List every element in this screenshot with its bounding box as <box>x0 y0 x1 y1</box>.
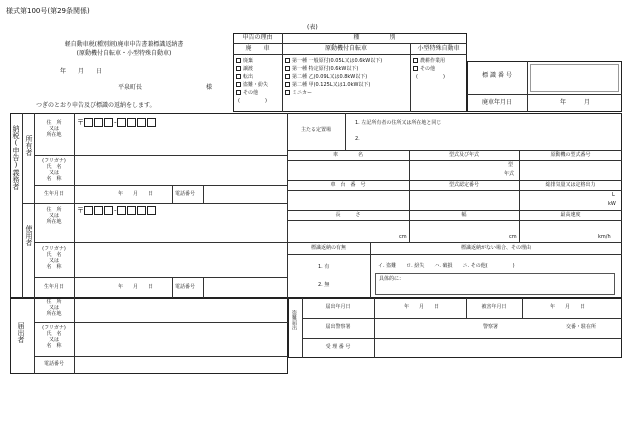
length-label: 長 さ <box>335 212 361 218</box>
reason-checkbox-theft[interactable]: 盗難・紛失 <box>236 82 268 88</box>
return-detail-label: 具体的に： <box>379 276 405 282</box>
category-header: 種 別 <box>353 34 396 41</box>
police-label: 届出警察署 <box>325 324 351 330</box>
damage-date-value: 年 月 日 <box>550 304 586 310</box>
submission-date: 年 月 日 <box>60 68 103 75</box>
vehicle-model-label: 型式及び年式 <box>448 152 479 158</box>
engine-model-label: 原動機の型式番号 <box>550 152 591 158</box>
damage-date-label: 被害年月日 <box>481 304 507 310</box>
moped-checkbox-1[interactable]: 第一種 一般原付(0.05L又は0.6kW以下) <box>285 58 382 64</box>
form-title: 軽自動車税(種別割)廃車申告書兼標識返納書 <box>64 41 184 48</box>
addressee: 平泉町長 <box>118 84 143 91</box>
kw-unit: kW <box>608 201 616 207</box>
return-reasons[interactable]: イ. 盗難 ロ. 紛失 ハ. 破損 ニ. その他( ) <box>378 263 515 269</box>
storage-label: 主たる定置場 <box>300 127 331 133</box>
owner-name-label: (フリガナ) 氏 名 又は 名 称 <box>42 158 66 182</box>
return-no[interactable]: 2. 無 <box>318 282 330 288</box>
filed-date-value: 年 月 日 <box>404 304 440 310</box>
form-number: 様式第100号(第29条関係) <box>6 7 90 15</box>
scrap-date-label: 廃車年月日 <box>481 99 512 106</box>
taxpayer-section-label: 納税(申告)義務者 <box>12 125 20 190</box>
plate-number-field[interactable] <box>530 64 619 92</box>
reason-subheader: 廃 車 <box>245 45 270 52</box>
model-sub: 型 <box>508 162 514 168</box>
speed-unit: km/h <box>598 234 611 240</box>
moped-header: 原動機付自転車 <box>324 45 367 52</box>
width-label: 幅 <box>461 212 467 218</box>
chassis-label: 車 台 番 号 <box>330 182 366 188</box>
l-unit: L <box>612 192 615 198</box>
year-sub: 年式 <box>504 171 515 177</box>
receipt-number-label: 受 理 番 号 <box>325 344 351 350</box>
return-detail-box[interactable] <box>375 273 615 295</box>
table-side-label: (表) <box>307 24 318 31</box>
moped-checkbox-2[interactable]: 第一種 特定原付(0.6kW以下) <box>285 66 358 72</box>
return-presence-label: 標識返納の有無 <box>310 245 346 251</box>
user-birth-value: 年 月 日 <box>118 284 154 290</box>
owner-address-label: 住 所 又は 所在地 <box>46 120 62 138</box>
reason-header: 申告の理由 <box>242 34 273 41</box>
reason-checkbox-transfer[interactable]: 譲渡 <box>236 66 253 72</box>
user-birth-label: 生年月日 <box>43 284 64 290</box>
special-checkbox-farm[interactable]: 農耕作業用 <box>413 58 445 64</box>
return-yes[interactable]: 1. 有 <box>318 264 330 270</box>
owner-label: 所有者 <box>25 135 33 156</box>
user-phone-label: 電話番号 <box>175 284 196 290</box>
moped-checkbox-3[interactable]: 第二種 乙(0.09L又は0.8kW以下) <box>285 74 367 80</box>
user-postal[interactable]: 〒 - <box>77 206 157 215</box>
form-subtitle: (原動機付自転車・小型特殊自動車) <box>76 50 172 57</box>
length-unit: cm <box>399 234 407 240</box>
reason-checkbox-other[interactable]: その他 <box>236 90 258 96</box>
return-absent-label: 標識返納がない場合、その理由 <box>460 245 531 251</box>
scrap-date-value: 年 月 <box>560 99 591 106</box>
reason-checkbox-move[interactable]: 転出 <box>236 74 253 80</box>
honorific: 様 <box>206 84 213 91</box>
speed-label: 最高速度 <box>560 212 581 218</box>
reason-other-paren: ( ) <box>238 98 267 104</box>
filer-name-label: (フリガナ) 氏 名 又は 名 称 <box>42 325 66 349</box>
displacement-label: 総排気量又は定格出力 <box>545 182 596 188</box>
special-other-paren: ( ) <box>416 74 445 80</box>
plate-number-label: 標 識 番 号 <box>482 72 512 79</box>
owner-birth-label: 生年月日 <box>43 191 64 197</box>
police-station: 警察署 <box>483 324 499 330</box>
filer-address-label: 住 所 又は 所在地 <box>46 299 62 317</box>
intro-text: つぎのとおり申告及び標識の返納をします。 <box>36 102 156 109</box>
cert-label: 型式認定番号 <box>448 182 479 188</box>
width-unit: cm <box>509 234 517 240</box>
vehicle-make-label: 車 名 <box>332 152 363 158</box>
owner-postal[interactable]: 〒 - <box>77 118 157 127</box>
police-box: 交番・駐在所 <box>566 324 597 330</box>
user-name-label: (フリガナ) 氏 名 又は 名 称 <box>42 246 66 270</box>
user-label: 使用者 <box>25 225 33 246</box>
filer-phone-label: 電話番号 <box>43 361 64 367</box>
special-header: 小型特殊自動車 <box>417 45 460 52</box>
owner-birth-value: 年 月 日 <box>118 191 154 197</box>
owner-phone-label: 電話番号 <box>175 191 196 197</box>
storage-option-2[interactable]: 2. <box>355 136 360 142</box>
special-checkbox-other[interactable]: その他 <box>413 66 435 72</box>
storage-option-1[interactable]: 1. 左記所有者の住所又は所在地と同じ <box>355 120 442 126</box>
filed-date-label: 届出年月日 <box>325 304 351 310</box>
theft-report-label: 盗難届出 <box>291 310 297 330</box>
moped-checkbox-minicar[interactable]: ミニカー <box>285 90 312 96</box>
user-address-label: 住 所 又は 所在地 <box>46 207 62 225</box>
reason-checkbox-scrap[interactable]: 廃棄 <box>236 58 253 64</box>
moped-checkbox-4[interactable]: 第二種 甲(0.125L又は1.0kW以下) <box>285 82 370 88</box>
filer-section-label: 届出者 <box>17 322 25 343</box>
